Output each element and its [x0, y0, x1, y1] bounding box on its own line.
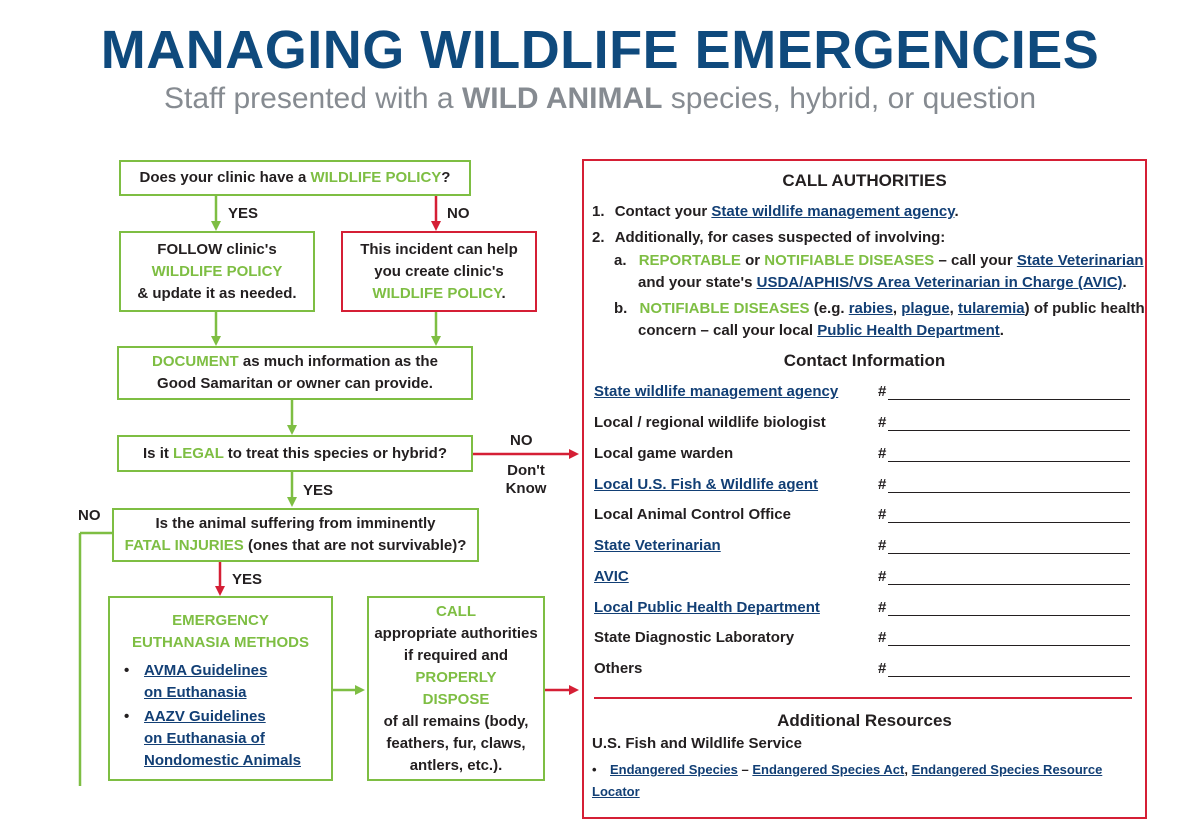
contact-name: Local Animal Control Office [594, 506, 791, 523]
contact-field[interactable]: # [878, 506, 1134, 523]
wildlife-policy-question: Does your clinic have a WILDLIFE POLICY? [119, 160, 471, 196]
contact-name[interactable]: AVIC [594, 568, 629, 585]
aazv-guidelines-link[interactable]: • AAZV Guidelines on Euthanasia of Nondomestic Animals [116, 706, 325, 772]
page-title: MANAGING WILDLIFE EMERGENCIES [100, 20, 1100, 80]
step-1: 1. Contact your State wildlife management agency. [592, 203, 959, 220]
step-2b-line2: concern – call your local Public Health Department. [638, 322, 1004, 339]
contact-field[interactable]: # [878, 599, 1134, 616]
contact-row [594, 445, 1134, 467]
avma-guidelines-link[interactable]: • AVMA Guidelines on Euthanasia [116, 660, 325, 704]
contact-field[interactable]: # [878, 660, 1134, 677]
contact-field[interactable]: # [878, 476, 1134, 493]
state-wildlife-agency-link[interactable]: State wildlife management agency [711, 203, 955, 220]
yes-label-suffering: YES [232, 571, 263, 588]
page-subtitle: Staff presented with a WILD ANIMAL species, hybrid, or question [163, 82, 1037, 115]
step-2: 2. Additionally, for cases suspected of involving: [592, 229, 946, 246]
contact-field[interactable]: # [878, 414, 1134, 431]
contact-name[interactable]: State wildlife management agency [594, 383, 839, 400]
resource-links-row: • Endangered Species – Endangered Species Act, Endangered Species Resource Locator [592, 762, 1103, 799]
follow-policy-box: FOLLOW clinic's WILDLIFE POLICY & update it as needed. [119, 231, 315, 312]
contact-row [594, 476, 1134, 498]
no-label-left: NO [78, 507, 101, 524]
contact-field[interactable]: # [878, 537, 1134, 554]
endangered-species-act-link[interactable]: Endangered Species Act [752, 762, 905, 777]
call-dispose-box: CALL appropriate authorities if required and PROPERLY DISPOSE of all remains (body, feathers, fur, claws, antlers, etc.). [367, 596, 545, 781]
plague-link[interactable]: plague [901, 300, 950, 317]
legal-question-box: Is it LEGAL to treat this species or hybrid? [117, 435, 473, 472]
usfws-label: U.S. Fish and Wildlife Service [592, 735, 802, 752]
step-2a-line2: and your state's USDA/APHIS/VS Area Veterinarian in Charge (AVIC). [638, 274, 1127, 291]
euthanasia-methods-box: EMERGENCY EUTHANASIA METHODS • AVMA Guidelines on Euthanasia • AAZV Guidelines on Euthanasia of Nondomestic Animals [108, 596, 333, 781]
rabies-link[interactable]: rabies [848, 300, 893, 317]
contact-info-heading: Contact Information [783, 351, 946, 370]
contact-name: State Diagnostic Laboratory [594, 629, 795, 646]
yes-label-q1: YES [228, 205, 259, 222]
contact-row [594, 660, 1134, 682]
contact-name: Local / regional wildlife biologist [594, 414, 826, 431]
dont-know-label: Don't Know [505, 462, 547, 497]
additional-resources-heading: Additional Resources [777, 711, 952, 730]
contact-field[interactable]: # [878, 445, 1134, 462]
contact-name[interactable]: State Veterinarian [594, 537, 721, 554]
create-policy-box: This incident can help you create clinic's WILDLIFE POLICY. [341, 231, 537, 312]
contact-name[interactable]: Local Public Health Department [594, 599, 820, 616]
contact-name: Others [594, 660, 643, 677]
public-health-department-link[interactable]: Public Health Department [817, 322, 1000, 339]
contact-row [594, 537, 1134, 559]
contact-row [594, 629, 1134, 651]
contact-field[interactable]: # [878, 568, 1134, 585]
contact-name[interactable]: Local U.S. Fish & Wildlife agent [594, 476, 819, 493]
euthanasia-guidelines-list [116, 660, 325, 774]
contact-field[interactable]: # [878, 383, 1134, 400]
fatal-injuries-question-box: Is the animal suffering from imminently FATAL INJURIES (ones that are not survivable)? [112, 508, 479, 562]
tularemia-link[interactable]: tularemia [957, 300, 1025, 317]
contact-field[interactable]: # [878, 629, 1134, 646]
endangered-species-link[interactable]: Endangered Species [610, 762, 738, 777]
contact-name: Local game warden [594, 445, 734, 462]
contact-row [594, 506, 1134, 528]
section-divider [594, 697, 1132, 699]
contact-row [594, 414, 1134, 436]
state-veterinarian-link[interactable]: State Veterinarian [1016, 252, 1144, 269]
call-authorities-panel [582, 159, 1147, 819]
step-2a: a. REPORTABLE or NOTIFIABLE DISEASES – call your State Veterinarian [614, 252, 1144, 269]
call-authorities-heading: CALL AUTHORITIES [782, 171, 947, 190]
contact-row [594, 599, 1134, 621]
no-label-q1: NO [447, 205, 470, 222]
document-info-box: DOCUMENT as much information as the Good Samaritan or owner can provide. [117, 346, 473, 400]
species-resource-locator-link[interactable]: Endangered Species Resource Locator [592, 762, 1103, 799]
yes-label-legal: YES [303, 482, 334, 499]
contact-row [594, 568, 1134, 590]
contact-row [594, 383, 1134, 405]
no-label-legal: NO [510, 432, 533, 449]
step-2b: b. NOTIFIABLE DISEASES (e.g. rabies, plague, tularemia) of public health [614, 300, 1145, 317]
avic-link[interactable]: USDA/APHIS/VS Area Veterinarian in Charge (AVIC) [756, 274, 1123, 291]
